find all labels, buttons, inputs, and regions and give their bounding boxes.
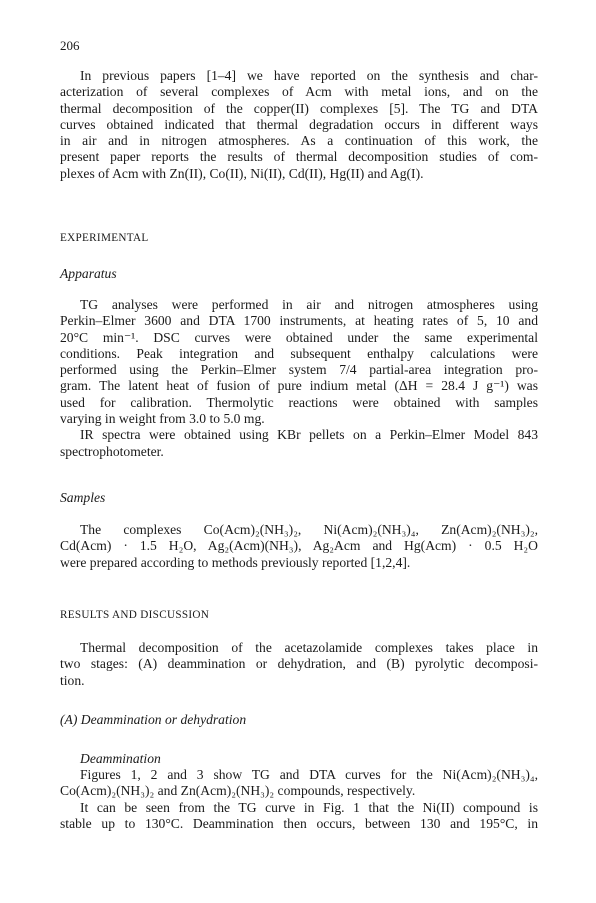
text-line: in air and in nitrogen atmospheres. As a continuation of this work, the (60, 133, 538, 149)
text-line: present paper reports the results of thermal decomposition studies of com- (60, 149, 538, 165)
deammination-paragraph (60, 767, 538, 832)
text-line: Perkin–Elmer 3600 and DTA 1700 instruments, at heating rates of 5, 10 and (60, 313, 538, 329)
text-line: stable up to 130°C. Deammination then occurs, between 130 and 195°C, in (60, 815, 538, 831)
text-line: plexes of Acm with Zn(II), Co(II), Ni(II), Cd(II), Hg(II) and Ag(I). (60, 165, 424, 181)
text-line: In previous papers [1–4] we have reported on the synthesis and char- (80, 68, 538, 83)
page-number: 206 (60, 38, 80, 53)
text-line: IR spectra were obtained using KBr pellets on a Perkin–Elmer Model 843 (80, 427, 538, 443)
text-line: acterization of several complexes of Acm with metal ions, and on the (60, 84, 538, 100)
apparatus-paragraph (60, 297, 538, 460)
apparatus-heading: Apparatus (60, 266, 117, 281)
text-line: Cd(Acm) · 1.5 H₂O, Ag₂(Acm)(NH₃), Ag₂Acm and Hg(Acm) · 0.5 H₂O (60, 538, 538, 554)
text-line: tion. (60, 672, 85, 688)
text-line: conditions. Peak integration and subsequent enthalpy calculations were (60, 345, 538, 361)
text-line: The complexes Co(Acm)₂(NH₃)₂, Ni(Acm)₂(NH₃)₄, Zn(Acm)₂(NH₃)₂, (80, 522, 538, 537)
text-line: were prepared according to methods previously reported [1,2,4]. (60, 554, 411, 570)
results-paragraph (60, 640, 538, 689)
results-heading: RESULTS AND DISCUSSION (60, 609, 210, 621)
text-line: two stages: (A) deammination or dehydration, and (B) pyrolytic decomposi- (60, 656, 538, 672)
text-line: TG analyses were performed in air and nitrogen atmospheres using (80, 297, 538, 312)
text-line: performed using the Perkin–Elmer system 7/4 partial-area integration pro- (60, 362, 538, 378)
samples-paragraph (60, 522, 538, 571)
intro-paragraph (60, 68, 538, 182)
text-line: curves obtained indicated that thermal degradation occurs in different ways (60, 116, 538, 132)
text-line: thermal decomposition of the copper(II) complexes [5]. The TG and DTA (60, 100, 538, 116)
text-line: spectrophotometer. (60, 443, 164, 459)
experimental-heading: EXPERIMENTAL (60, 232, 149, 244)
section-a-heading: (A) Deammination or dehydration (60, 712, 247, 727)
text-line: Figures 1, 2 and 3 show TG and DTA curves for the Ni(Acm)₂(NH₃)₄, (80, 767, 538, 782)
text-line: It can be seen from the TG curve in Fig. 1 that the Ni(II) compound is (80, 799, 538, 815)
text-line: Thermal decomposition of the acetazolamide complexes takes place in (80, 640, 538, 655)
text-line: varying in weight from 3.0 to 5.0 mg. (60, 411, 265, 427)
deammination-heading: Deammination (80, 751, 161, 766)
text-line: used for calibration. Thermolytic reactions were obtained with samples (60, 394, 538, 410)
text-line: 20°C min⁻¹. DSC curves were obtained under the same experimental (60, 329, 538, 345)
text-line: Co(Acm)₂(NH₃)₂ and Zn(Acm)₂(NH₃)₂ compounds, respectively. (60, 783, 416, 799)
samples-heading: Samples (60, 490, 106, 505)
text-line: gram. The latent heat of fusion of pure indium metal (ΔH = 28.4 J g⁻¹) was (60, 378, 538, 394)
